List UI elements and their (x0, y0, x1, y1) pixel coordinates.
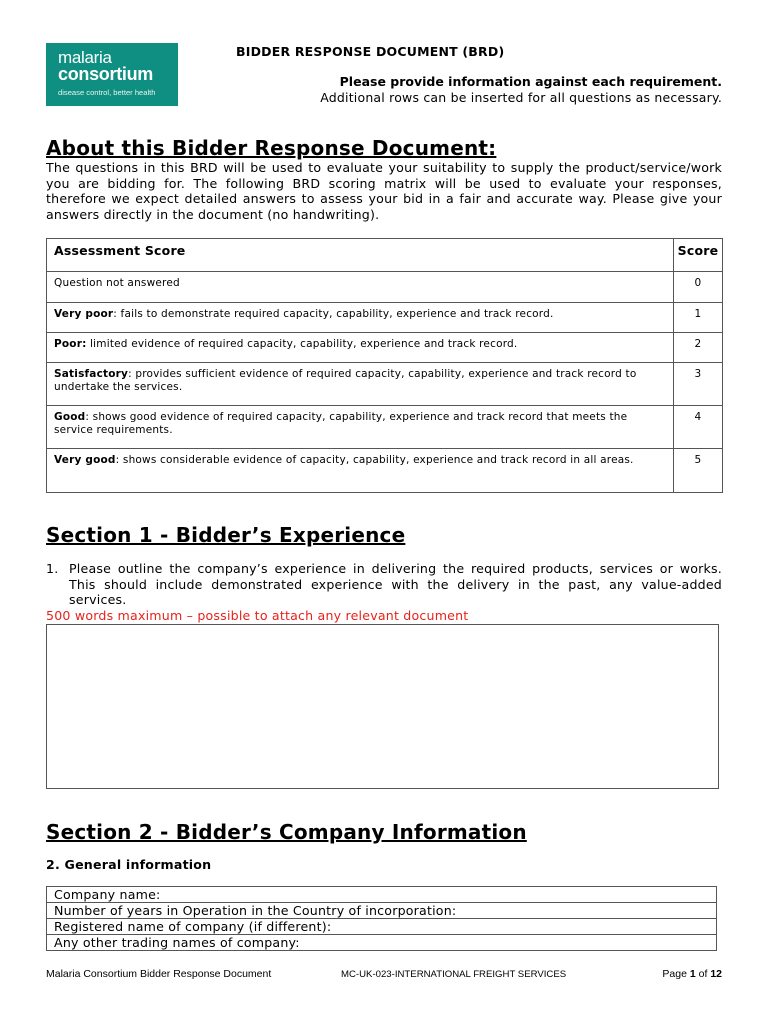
table-row (47, 887, 717, 903)
page-number: 1 (689, 968, 696, 980)
row-text: : provides sufficient evidence of required capacity, capability, experience and track record to undertake the services. (54, 368, 637, 393)
header-score: Score (674, 239, 723, 272)
row-label: Very poor (54, 308, 114, 320)
instruction-line2: Additional rows can be inserted for all questions as necessary. (320, 90, 722, 105)
page-word: Page (662, 968, 687, 980)
experience-answer-box[interactable] (46, 624, 719, 789)
about-heading: About this Bidder Response Document: (46, 136, 497, 160)
section2-heading: Section 2 - Bidder’s Company Information (46, 820, 527, 844)
footer-center: MC-UK-023-INTERNATIONAL FREIGHT SERVICES (341, 969, 567, 980)
question-1 (46, 561, 722, 608)
row-score: 2 (674, 333, 723, 363)
question-text: Please outline the company’s experience in delivering the required products, services or works. This should include demonstrated experience with the delivery in the past, any value-added services. (69, 561, 722, 608)
row-text: Question not answered (54, 277, 180, 289)
table-row (47, 406, 723, 449)
row-text: : shows good evidence of required capacity, capability, experience and track record that meets the service requirements. (54, 411, 628, 436)
page-indicator (662, 968, 722, 980)
question-number: 1. (46, 561, 59, 576)
row-label: Satisfactory (54, 368, 129, 380)
scoring-matrix-table (46, 238, 723, 493)
general-information-heading: 2. General information (46, 857, 212, 872)
row-score: 0 (674, 272, 723, 303)
document-title: BIDDER RESPONSE DOCUMENT (BRD) (236, 44, 505, 59)
table-row (47, 935, 717, 951)
logo-tagline: disease control, better health (58, 88, 156, 97)
about-paragraph: The questions in this BRD will be used to evaluate your suitability to supply the product/service/work you are bidding for. The following BRD scoring matrix will be used to evaluate your responses, therefore we expect detailed answers to assess your bid in a fair and accurate way. Please give your answers directly in the document (no handwriting). (46, 160, 722, 223)
of-word: of (698, 968, 708, 980)
page-total: 12 (710, 968, 722, 980)
logo-line2: consortium (58, 64, 154, 84)
years-in-operation-field[interactable]: Number of years in Operation in the Country of incorporation: (47, 903, 717, 919)
row-score: 3 (674, 363, 723, 406)
table-row (47, 903, 717, 919)
table-row (47, 303, 723, 333)
table-row (47, 333, 723, 363)
row-text: : fails to demonstrate required capacity, capability, experience and track record. (113, 308, 554, 320)
company-info-table (46, 886, 717, 951)
footer-left: Malaria Consortium Bidder Response Document (46, 968, 272, 980)
malaria-consortium-logo (46, 43, 178, 106)
row-label: Good (54, 411, 86, 423)
row-text: : shows considerable evidence of capacity, capability, experience and track record in all areas. (115, 454, 634, 466)
table-row (47, 272, 723, 303)
table-row (47, 363, 723, 406)
company-name-field[interactable]: Company name: (47, 887, 717, 903)
table-row (47, 919, 717, 935)
row-label: Poor: (54, 338, 87, 350)
table-header-row (47, 239, 723, 272)
header-assessment-score: Assessment Score (47, 239, 674, 272)
trading-names-field[interactable]: Any other trading names of company: (47, 935, 717, 951)
table-row (47, 449, 723, 493)
instruction-line1: Please provide information against each requirement. (339, 74, 722, 89)
row-score: 4 (674, 406, 723, 449)
section1-heading: Section 1 - Bidder’s Experience (46, 523, 406, 547)
row-score: 1 (674, 303, 723, 333)
word-limit-note: 500 words maximum – possible to attach any relevant document (46, 608, 469, 623)
logo-line1: malaria (58, 48, 112, 67)
row-text: limited evidence of required capacity, capability, experience and track record. (86, 338, 518, 350)
row-score: 5 (674, 449, 723, 493)
registered-name-field[interactable]: Registered name of company (if different): (47, 919, 717, 935)
row-label: Very good (54, 454, 116, 466)
